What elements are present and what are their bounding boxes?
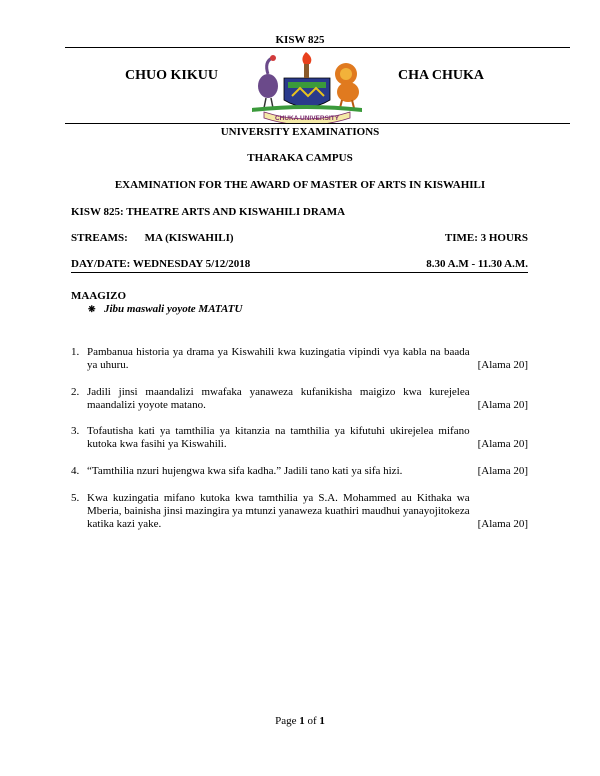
page-number: 1 bbox=[299, 715, 305, 727]
question-number: 3. bbox=[71, 425, 80, 437]
question-text: Kwa kuzingatia mifano kutoka kwa tamthilia ya S.A. Mohammed au Kithaka wa Mberia, bainisha jinsi mazingira ya mtunzi yanaweza kuathiri maudhui yanayojitokeza katika kazi yake. bbox=[87, 492, 470, 530]
streams-value: MA (KISWAHILI) bbox=[144, 232, 234, 244]
university-name-left: CHUO KIKUU bbox=[125, 68, 218, 83]
question-1 bbox=[71, 346, 528, 372]
instructions-bullet bbox=[88, 303, 242, 315]
question-marks: [Alama 20] bbox=[477, 465, 528, 477]
question-number: 2. bbox=[71, 386, 80, 398]
instructions-text: Jibu maswali yoyote MATATU bbox=[104, 303, 243, 315]
bullet-icon: ❋ bbox=[88, 304, 96, 314]
time-label: TIME: 3 HOURS bbox=[444, 232, 528, 244]
university-crest-logo bbox=[242, 48, 372, 124]
of-word: of bbox=[307, 715, 317, 727]
award-title: EXAMINATION FOR THE AWARD OF MASTER OF ARTS IN KISWAHILI bbox=[114, 179, 486, 191]
question-5 bbox=[71, 492, 528, 531]
question-marks: [Alama 20] bbox=[477, 359, 528, 371]
question-text: “Tamthilia nzuri hujengwa kwa sifa kadha.” Jadili tano kati ya sifa hizi. bbox=[87, 465, 403, 477]
date-row bbox=[71, 258, 528, 270]
question-marks: [Alama 20] bbox=[477, 399, 528, 411]
date-label: DAY/DATE: WEDNESDAY 5/12/2018 bbox=[71, 258, 251, 270]
streams-row bbox=[71, 232, 528, 244]
question-number: 4. bbox=[71, 465, 80, 477]
question-2 bbox=[71, 386, 528, 412]
meta-rule bbox=[71, 272, 528, 273]
university-name-right: CHA CHUKA bbox=[398, 68, 484, 83]
header-bottom-rule bbox=[65, 123, 570, 124]
question-text: Pambanua historia ya drama ya Kiswahili kwa kuzingatia vipindi vya kabla na baada ya uhuru. bbox=[87, 346, 470, 371]
course-code: KISW 825 bbox=[275, 34, 325, 46]
instructions-heading: MAAGIZO bbox=[71, 290, 126, 302]
page-footer bbox=[0, 715, 600, 727]
campus-title: THARAKA CAMPUS bbox=[247, 152, 353, 164]
question-text: Tofautisha kati ya tamthilia ya kitanzia na tamthilia ya kifutuhi ukirejelea mifano kutoka kwa fasihi ya Kiswahili. bbox=[87, 425, 470, 450]
page-total: 1 bbox=[319, 715, 325, 727]
page-word: Page bbox=[275, 715, 297, 727]
time-range: 8.30 A.M - 11.30 A.M. bbox=[426, 258, 528, 270]
exam-type-title: UNIVERSITY EXAMINATIONS bbox=[220, 126, 380, 138]
question-marks: [Alama 20] bbox=[477, 438, 528, 450]
question-number: 1. bbox=[71, 346, 80, 358]
question-4 bbox=[71, 465, 528, 478]
question-3 bbox=[71, 425, 528, 451]
question-marks: [Alama 20] bbox=[477, 518, 528, 530]
question-text: Jadili jinsi maandalizi mwafaka yanaweza kufanikisha maigizo kwa kurejelea maandalizi yoyote matano. bbox=[87, 386, 470, 411]
course-title: KISW 825: THEATRE ARTS AND KISWAHILI DRAMA bbox=[71, 206, 346, 218]
crest-motto: CHUKA UNIVERSITY bbox=[274, 115, 340, 122]
question-number: 5. bbox=[71, 492, 80, 504]
streams-label: STREAMS: bbox=[71, 232, 128, 244]
